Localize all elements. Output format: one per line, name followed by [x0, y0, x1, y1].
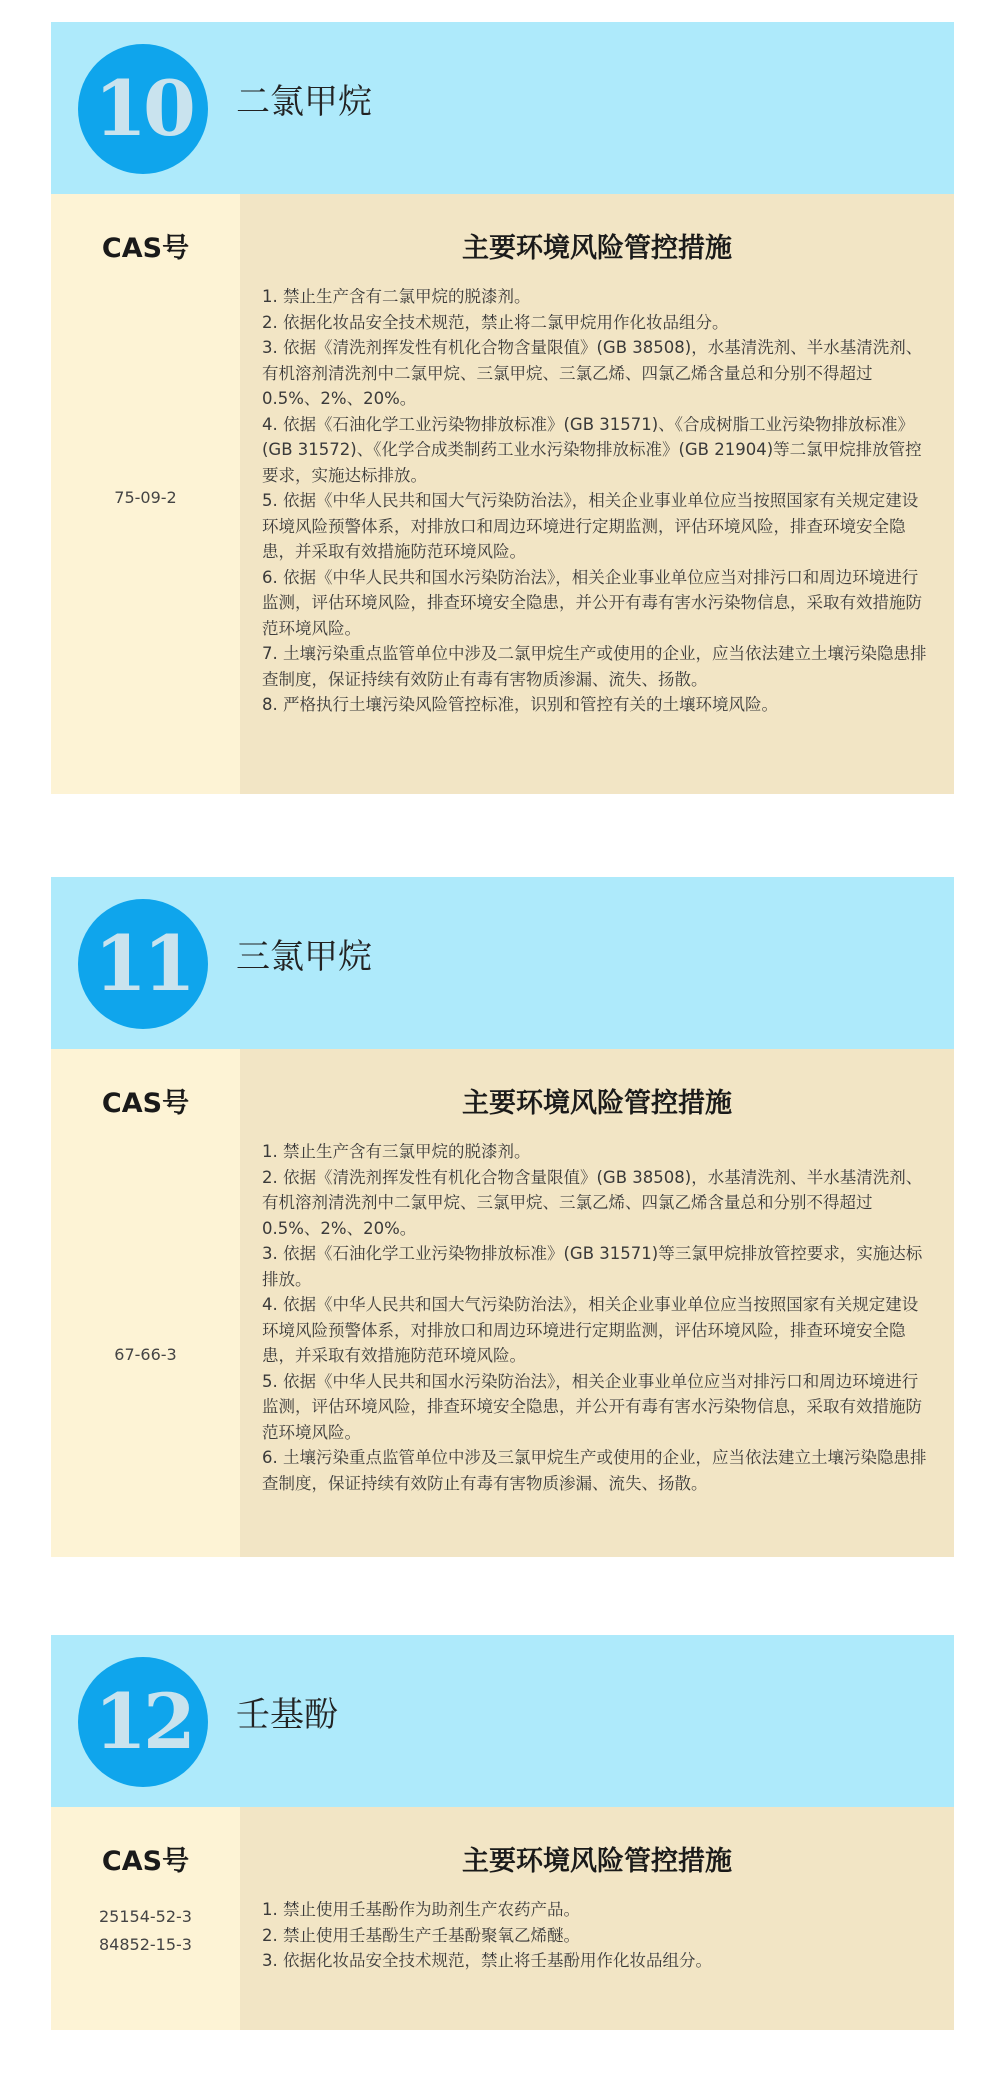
measure-item: 4. 依据《中华人民共和国大气污染防治法》，相关企业事业单位应当按照国家有关规定建设环境风险预警体系，对排放口和周边环境进行定期监测，评估环境风险，排查环境安全隐患，并采取有效措施防范环境风险。	[262, 1295, 919, 1365]
card-header	[51, 22, 954, 194]
measure-item: 5. 依据《中华人民共和国大气污染防治法》，相关企业事业单位应当按照国家有关规定建设环境风险预警体系，对排放口和周边环境进行定期监测，评估环境风险，排查环境安全隐患，并采取有效措施防范环境风险。	[262, 491, 919, 561]
measure-item: 1. 禁止使用壬基酚作为助剂生产农药产品。	[262, 1900, 580, 1919]
cas-label: CAS号	[101, 1846, 190, 1877]
cas-numbers	[51, 1341, 240, 1369]
chemical-card	[51, 877, 954, 1557]
cas-number: 25154-52-3	[99, 1907, 192, 1926]
card-header	[51, 1635, 954, 1807]
number-badge	[78, 899, 208, 1029]
cas-number: 67-66-3	[114, 1345, 177, 1364]
measure-item: 6. 土壤污染重点监管单位中涉及三氯甲烷生产或使用的企业，应当依法建立土壤污染隐患排查制度，保证持续有效防止有毒有害物质渗漏、流失、扬散。	[262, 1448, 927, 1493]
measures-title: 主要环境风险管控措施	[462, 1088, 732, 1119]
chemical-name: 壬基酚	[236, 1695, 338, 1735]
measure-item: 3. 依据《石油化学工业污染物排放标准》(GB 31571)等三氯甲烷排放管控要求，实施达标排放。	[262, 1244, 923, 1289]
measure-item: 4. 依据《石油化学工业污染物排放标准》(GB 31571)、《合成树脂工业污染物排放标准》(GB 31572)、《化学合成类制药工业水污染物排放标准》(GB 21904)等二氯甲烷排放管控要求，实施达标排放。	[262, 414, 922, 485]
card-body	[51, 1807, 954, 2030]
measure-item: 5. 依据《中华人民共和国水污染防治法》，相关企业事业单位应当对排污口和周边环境进行监测，评估环境风险，排查环境安全隐患，并公开有毒有害水污染物信息，采取有效措施防范环境风险。	[262, 1371, 922, 1442]
measure-item: 6. 依据《中华人民共和国水污染防治法》，相关企业事业单位应当对排污口和周边环境进行监测，评估环境风险，排查环境安全隐患，并公开有毒有害水污染物信息，采取有效措施防范环境风险。	[262, 567, 922, 638]
measures-list	[262, 1139, 930, 1496]
measure-item: 7. 土壤污染重点监管单位中涉及二氯甲烷生产或使用的企业，应当依法建立土壤污染隐患排查制度，保证持续有效防止有毒有害物质渗漏、流失、扬散。	[262, 644, 927, 689]
cas-label: CAS号	[101, 233, 190, 264]
measure-item: 2. 依据化妆品安全技术规范，禁止将二氯甲烷用作化妆品组分。	[262, 312, 729, 332]
number-badge	[78, 1657, 208, 1787]
measures-title: 主要环境风险管控措施	[462, 1846, 732, 1877]
measure-item: 1. 禁止生产含有三氯甲烷的脱漆剂。	[262, 1142, 531, 1161]
measure-item: 3. 依据《清洗剂挥发性有机化合物含量限值》(GB 38508)，水基清洗剂、半水基清洗剂、有机溶剂清洗剂中二氯甲烷、三氯甲烷、三氯乙烯、四氯乙烯含量总和分别不得超过 0.5%、2%、20%。	[262, 338, 923, 408]
cas-number: 84852-15-3	[99, 1935, 192, 1954]
cas-numbers	[51, 1903, 240, 1959]
chemical-name: 二氯甲烷	[236, 82, 372, 122]
item-number: 11	[94, 919, 192, 1008]
card-body	[51, 194, 954, 794]
item-number: 12	[94, 1677, 192, 1766]
card-header	[51, 877, 954, 1049]
measures-title: 主要环境风险管控措施	[462, 233, 732, 264]
measure-item: 2. 依据《清洗剂挥发性有机化合物含量限值》(GB 38508)，水基清洗剂、半水基清洗剂、有机溶剂清洗剂中二氯甲烷、三氯甲烷、三氯乙烯、四氯乙烯含量总和分别不得超过 0.5%、2%、20%。	[262, 1167, 923, 1238]
cas-number: 75-09-2	[114, 488, 177, 507]
measures-list	[262, 1897, 930, 1974]
chemical-name: 三氯甲烷	[236, 937, 372, 977]
chemical-card	[51, 1635, 954, 2030]
measures-list	[262, 284, 930, 718]
card-body	[51, 1049, 954, 1557]
measure-item: 1. 禁止生产含有二氯甲烷的脱漆剂。	[262, 287, 531, 306]
number-badge	[78, 44, 208, 174]
measure-item: 3. 依据化妆品安全技术规范，禁止将壬基酚用作化妆品组分。	[262, 1951, 712, 1970]
measure-item: 2. 禁止使用壬基酚生产壬基酚聚氧乙烯醚。	[262, 1925, 580, 1945]
chemical-card	[51, 22, 954, 794]
cas-label: CAS号	[101, 1088, 190, 1119]
cas-column	[51, 1049, 240, 1557]
measure-item: 8. 严格执行土壤污染风险管控标准，识别和管控有关的土壤环境风险。	[262, 695, 778, 714]
cas-numbers	[51, 484, 240, 512]
item-number: 10	[94, 64, 192, 153]
